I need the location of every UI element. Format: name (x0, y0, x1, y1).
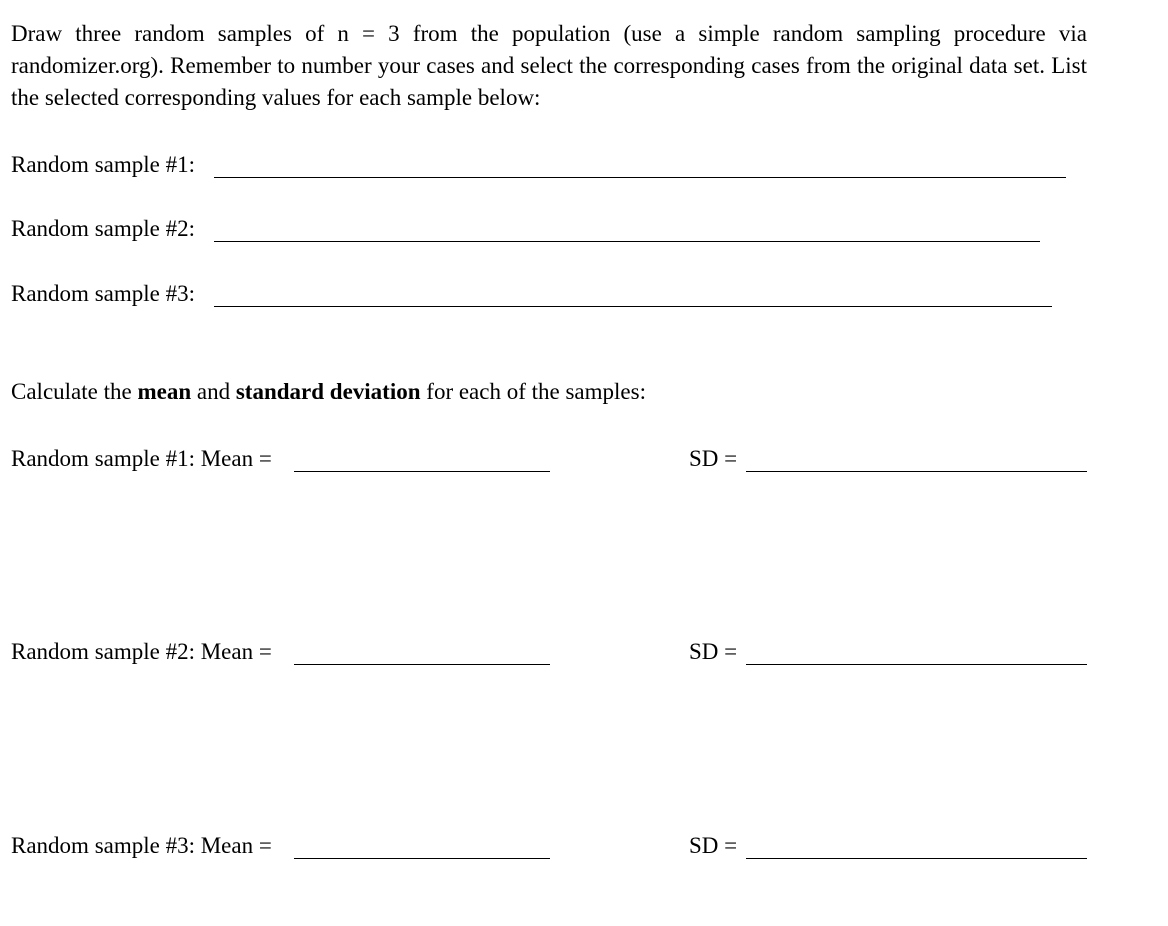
calculate-instruction (11, 376, 646, 408)
sd-label-3: SD = (689, 833, 738, 858)
sample-label-1: Random sample #1: (11, 152, 195, 177)
sd-2-answer-line[interactable] (746, 664, 1087, 665)
sd-term: standard deviation (235, 379, 421, 404)
stats-row-3 (11, 831, 1091, 861)
mean-1-answer-line[interactable] (294, 471, 550, 472)
stats-row-1 (11, 444, 1091, 474)
sd-1-answer-line[interactable] (746, 471, 1087, 472)
mean-2-answer-line[interactable] (294, 664, 550, 665)
stats-row-2 (11, 637, 1091, 667)
mean-3-answer-line[interactable] (294, 858, 550, 859)
sample-row-1 (11, 150, 1071, 180)
calculate-prefix: Calculate the (11, 379, 138, 404)
sd-label-2: SD = (689, 639, 738, 664)
mean-label-1: Random sample #1: Mean = (11, 446, 272, 471)
sample-row-3 (11, 279, 1061, 309)
calculate-and: and (191, 379, 236, 404)
sd-3-answer-line[interactable] (746, 858, 1087, 859)
mean-label-2: Random sample #2: Mean = (11, 639, 272, 664)
calculate-suffix: for each of the samples: (420, 379, 646, 404)
sample-row-2 (11, 214, 1051, 244)
sample-2-answer-line[interactable] (214, 241, 1040, 242)
sample-label-3: Random sample #3: (11, 281, 195, 306)
sample-3-answer-line[interactable] (214, 306, 1052, 307)
sample-1-answer-line[interactable] (214, 177, 1066, 178)
mean-term: mean (137, 379, 192, 404)
sd-label-1: SD = (689, 446, 738, 471)
instructions-paragraph: Draw three random samples of n = 3 from the population (use a simple random sampling procedure via randomizer.org). Remember to number your cases and select the corresponding cases from the original data set. List the selected corresponding values for each sample below: (11, 21, 1087, 110)
mean-label-3: Random sample #3: Mean = (11, 833, 272, 858)
sample-label-2: Random sample #2: (11, 216, 195, 241)
